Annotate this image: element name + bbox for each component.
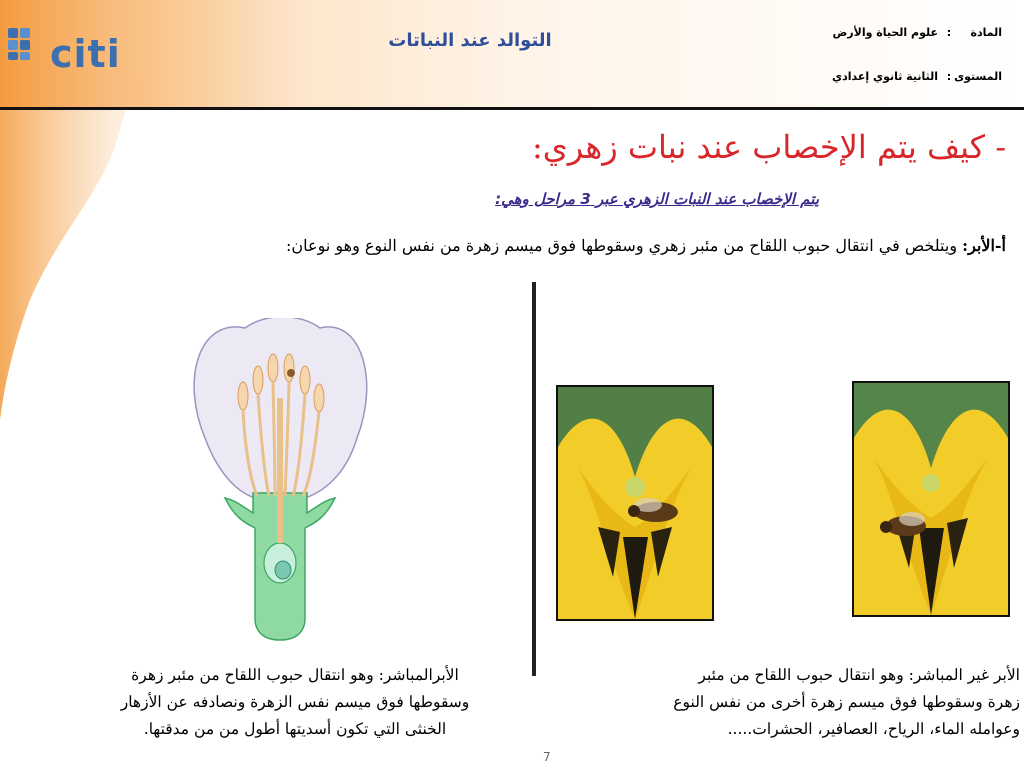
orange-side-decoration — [0, 0, 175, 768]
tulip-bee-photo-right — [852, 381, 1010, 617]
vertical-divider — [532, 282, 536, 676]
caption-line: وسقوطها فوق ميسم نفس الزهرة ونصادفه عن الأزهار — [120, 693, 470, 711]
caption-line: الخنثى التي تكون أسديتها أطول من من مدقتها. — [143, 720, 447, 738]
caption-line: وعوامله الماء، الرياح، العصافير، الحشرات..... — [727, 720, 1020, 738]
caption-line: الأبر غير المباشر: وهو انتقال حبوب اللقاح من مئبر — [698, 666, 1020, 684]
level-label: المستوى — [954, 70, 1002, 83]
subject-value: علوم الحياة والأرض — [832, 26, 938, 39]
intro-paragraph — [286, 236, 1006, 255]
subtitle: يتم الإخصاب عند النبات الزهري عبر 3 مراحل وهي: — [495, 190, 819, 208]
citi-logo — [6, 18, 124, 76]
caption-line: الأبرالمباشر: وهو انتقال حبوب اللقاح من مئبر زهرة — [131, 666, 459, 684]
subject-label: المادة — [970, 26, 1002, 39]
level-row — [832, 70, 1002, 83]
main-title: - كيف يتم الإخصاب عند نبات زهري: — [531, 128, 1006, 166]
logo-text: citi — [50, 32, 121, 76]
flower-diagram — [185, 318, 375, 644]
level-value: الثانية ثانوي إعدادي — [832, 70, 938, 83]
intro-text: ويتلخص في انتقال حبوب اللقاح من مئبر زهري وسقوطها فوق ميسم زهرة من نفس النوع وهو نوعان: — [286, 236, 963, 255]
page-number: 7 — [543, 750, 551, 764]
intro-prefix: أ-الأبر: — [962, 236, 1006, 255]
caption-indirect-pollination — [570, 662, 1020, 743]
subject-colon: : — [946, 26, 952, 39]
caption-line: زهرة وسقوطها فوق ميسم زهرة أخرى من نفس النوع — [673, 693, 1020, 711]
header-divider — [0, 107, 1024, 110]
level-colon: : — [946, 70, 952, 83]
tulip-bee-image — [854, 383, 1008, 615]
tulip-bee-photo-left — [556, 385, 714, 621]
topic-title: التوالد عند النباتات — [388, 30, 552, 51]
tulip-bee-image — [558, 387, 712, 619]
caption-direct-pollination — [60, 662, 530, 743]
subject-row — [833, 26, 1003, 39]
logo-squares-icon — [6, 26, 46, 66]
